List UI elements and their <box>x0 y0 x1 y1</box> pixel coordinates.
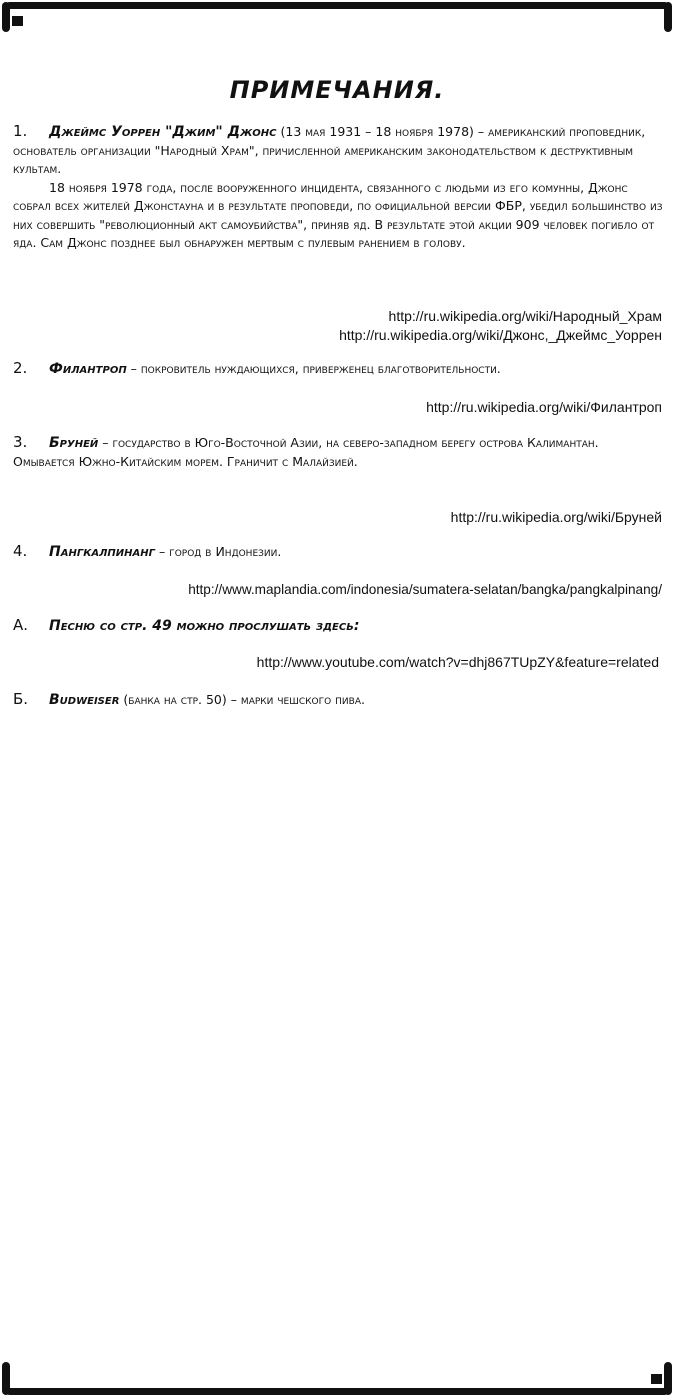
frame-top-left-corner <box>2 2 10 32</box>
frame-top-right-corner <box>664 2 672 32</box>
frame-top-border <box>6 2 668 9</box>
note-link[interactable]: http://www.youtube.com/watch?v=dhj867TUpZY&feature=related <box>256 654 659 670</box>
note-link[interactable]: http://ru.wikipedia.org/wiki/Народный_Храм <box>388 308 662 324</box>
note-term: Бруней <box>49 435 99 451</box>
note-text: – государство в Юго-Восточной Азии, на северо-западном берегу острова Калимантан. Омывается Южно-Китайским морем. Граничит с Малайзией. <box>13 435 599 469</box>
note-link[interactable]: http://ru.wikipedia.org/wiki/Джонс,_Джеймс_Уоррен <box>339 327 662 343</box>
note-a <box>13 616 663 636</box>
note-text: – город в Индонезии. <box>155 544 282 559</box>
note-number: 3. <box>13 433 28 451</box>
note-1 <box>13 122 663 253</box>
note-number: 2. <box>13 359 28 377</box>
note-3 <box>13 433 663 471</box>
note-number: 4. <box>13 542 28 560</box>
corner-square-icon <box>12 16 23 26</box>
note-term: Budweiser <box>49 692 120 708</box>
note-term: Джеймс Уоррен "Джим" Джонс <box>49 124 277 140</box>
note-link[interactable]: http://ru.wikipedia.org/wiki/Бруней <box>450 509 662 525</box>
note-text: (банка на стр. 50) – марки чешского пива. <box>119 692 365 707</box>
corner-square-icon <box>651 1374 662 1384</box>
note-number: Б. <box>13 690 29 708</box>
note-link[interactable]: http://ru.wikipedia.org/wiki/Филантроп <box>426 399 662 415</box>
note-term: Филантроп <box>49 361 127 377</box>
note-number: 1. <box>13 122 28 140</box>
frame-bottom-border <box>6 1388 668 1395</box>
note-paragraph: 18 ноября 1978 года, после вооруженного инцидента, связанного с людьми из его комунны, Джонс собрал всех жителей Джонстауна и в результате проповеди, по официальной версии ФБР, убедил большинство из них совершить "революционный акт самоубийства", приняв яд. В результате этой акции 909 человек погибло от яда. Сам Джонс позднее был обнаружен мертвым с пулевым ранением в голову. <box>13 179 663 250</box>
note-term: Песню со стр. 49 можно прослушать здесь: <box>49 618 360 634</box>
note-b <box>13 690 663 710</box>
page-title: ПРИМЕЧАНИЯ. <box>229 76 445 104</box>
frame-bottom-left-corner <box>2 1362 10 1395</box>
note-text: (13 мая 1931 – 18 ноября 1978) – американский проповедник, основатель организации "Народный Храм", причисленной американским законодательством к деструктивным культам. <box>13 124 646 176</box>
note-2 <box>13 359 663 379</box>
note-link[interactable]: http://www.maplandia.com/indonesia/sumatera-selatan/bangka/pangkalpinang/ <box>188 582 662 597</box>
frame-bottom-right-corner <box>664 1362 672 1395</box>
note-number: А. <box>13 616 29 634</box>
note-text: – покровитель нуждающихся, приверженец благотворительности. <box>126 361 501 376</box>
note-4 <box>13 542 663 562</box>
note-term: Пангкалпинанг <box>49 544 156 560</box>
